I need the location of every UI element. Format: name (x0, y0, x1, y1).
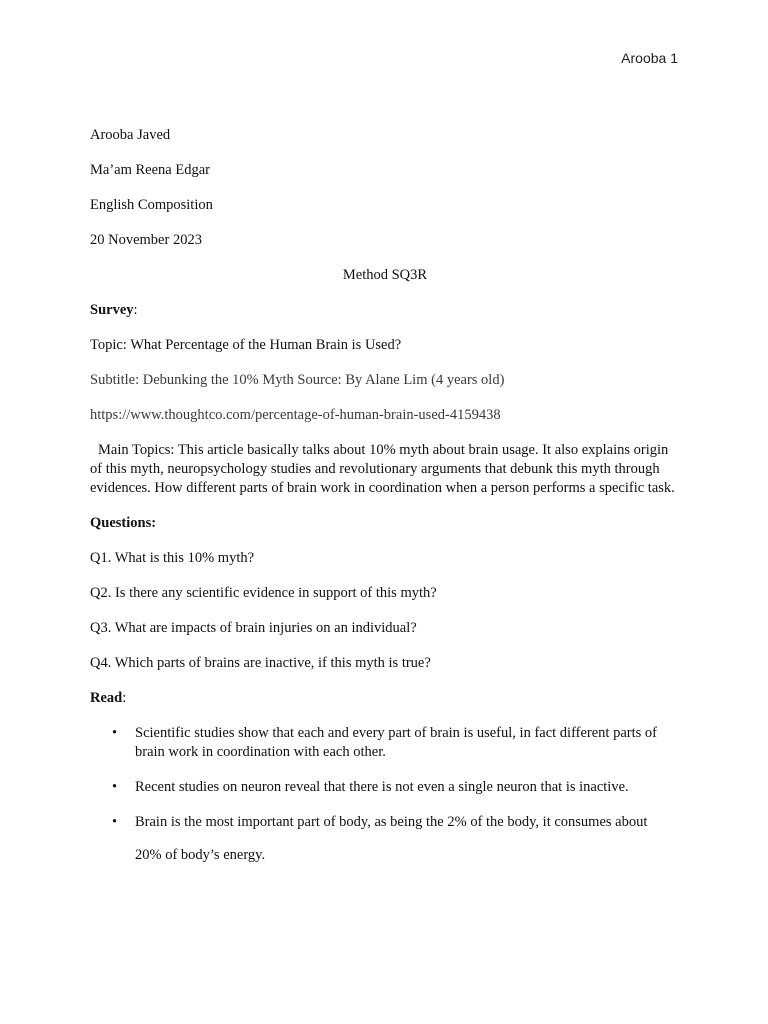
author-name: Arooba Javed (90, 127, 171, 143)
bullet-icon: • (112, 814, 118, 830)
read-bullet-item-2 (90, 778, 680, 797)
page-header-label: Arooba 1 (621, 50, 678, 66)
document-title: Method SQ3R (342, 267, 428, 283)
survey-colon: : (133, 302, 138, 318)
course-name: English Composition (90, 197, 213, 213)
read-colon: : (122, 690, 127, 706)
read-bullet-item-3 (90, 813, 680, 832)
read-bullet-continuation: 20% of body’s energy. (135, 847, 266, 863)
survey-source-url: https://www.thoughtco.com/percentage-of-human-brain-used-4159438 (90, 407, 501, 423)
survey-topic: Topic: What Percentage of the Human Brain is Used? (90, 337, 402, 353)
read-bullet-list (90, 724, 680, 832)
bullet-icon: • (112, 779, 118, 795)
read-bullet-text: Scientific studies show that each and every part of brain is useful, in fact different parts of brain work in coordination with each other. (135, 725, 657, 760)
read-bullet-text: Recent studies on neuron reveal that there is not even a single neuron that is inactive. (135, 779, 629, 795)
bullet-icon: • (112, 725, 118, 741)
question-item-3: Q3. What are impacts of brain injuries on an individual? (90, 620, 417, 636)
survey-main-topics: Main Topics: This article basically talks about 10% myth about brain usage. It also explains origin of this myth, neuropsychology studies and revolutionary arguments that debunk this myth through evidences. How different parts of brain work in coordination when a person performs a specific task. (90, 442, 675, 496)
read-bullet-text: Brain is the most important part of body, as being the 2% of the body, it consumes about (135, 814, 648, 830)
question-item-2: Q2. Is there any scientific evidence in support of this myth? (90, 585, 437, 601)
survey-subtitle: Subtitle: Debunking the 10% Myth Source: By Alane Lim (4 years old) (90, 372, 505, 388)
survey-label: Survey (90, 302, 134, 318)
questions-heading: Questions: (90, 515, 157, 531)
instructor-name: Ma’am Reena Edgar (90, 162, 210, 178)
document-date: 20 November 2023 (90, 232, 202, 248)
read-bullet-item-1 (90, 724, 680, 762)
survey-heading (90, 301, 680, 320)
question-item-4: Q4. Which parts of brains are inactive, if this myth is true? (90, 655, 431, 671)
read-label: Read (90, 690, 123, 706)
question-item-1: Q1. What is this 10% myth? (90, 550, 255, 566)
read-heading (90, 689, 680, 708)
document-body (90, 126, 680, 881)
